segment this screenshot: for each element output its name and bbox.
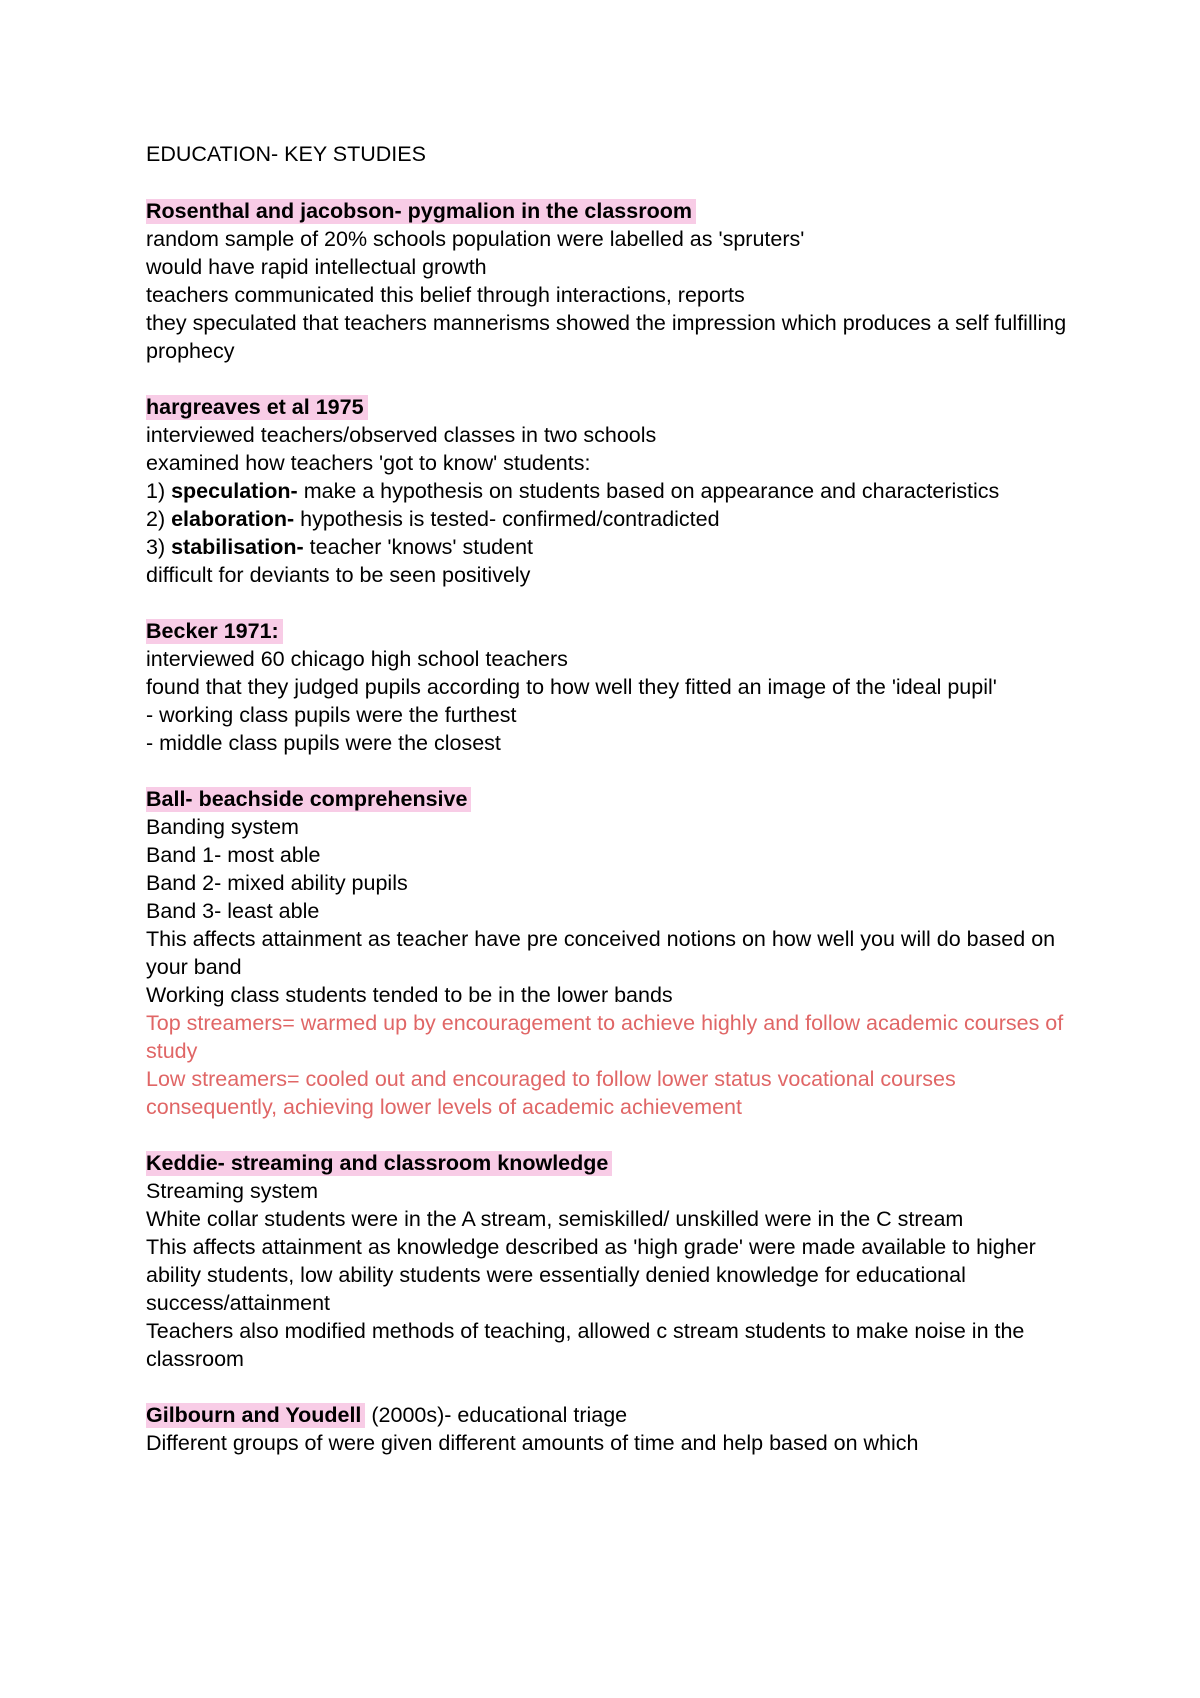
text-line: examined how teachers 'got to know' students: — [146, 451, 591, 475]
text-line: they speculated that teachers mannerisms showed the impression which produces a self fulfilling prophecy — [146, 311, 1067, 363]
section-heading: Becker 1971: — [146, 619, 283, 644]
step-text: make a hypothesis on students based on appearance and characteristics — [297, 479, 1000, 503]
step-number: 1) — [146, 479, 172, 503]
red-text-line: Low streamers= cooled out and encouraged to follow lower status vocational courses consequently, achieving lower levels of academic achievement — [146, 1067, 956, 1119]
text-line: difficult for deviants to be seen positively — [146, 563, 531, 587]
step-term: elaboration- — [171, 507, 295, 531]
text-line: random sample of 20% schools population were labelled as 'spruters' — [146, 227, 805, 251]
text-line: White collar students were in the A stream, semiskilled/ unskilled were in the C stream — [146, 1207, 964, 1231]
section-heading: Keddie- streaming and classroom knowledge — [146, 1151, 612, 1176]
text-line: Band 1- most able — [146, 843, 321, 867]
section-heading: Ball- beachside comprehensive — [146, 787, 471, 812]
text-line: Teachers also modified methods of teaching, allowed c stream students to make noise in the classroom — [146, 1319, 1025, 1371]
text-line: Banding system — [146, 815, 299, 839]
document-page — [146, 140, 1086, 1485]
section-rosenthal — [146, 197, 1086, 365]
section-becker — [146, 617, 1086, 757]
section-heading-suffix: (2000s)- educational triage — [365, 1403, 628, 1427]
document-title: EDUCATION- KEY STUDIES — [146, 142, 426, 166]
text-line: teachers communicated this belief through interactions, reports — [146, 283, 745, 307]
text-line: - working class pupils were the furthest — [146, 703, 517, 727]
step-term: stabilisation- — [171, 535, 304, 559]
text-line: would have rapid intellectual growth — [146, 255, 487, 279]
step-term: speculation- — [171, 479, 298, 503]
text-line: Streaming system — [146, 1179, 319, 1203]
step-number: 2) — [146, 507, 172, 531]
red-text-line: Top streamers= warmed up by encouragement to achieve highly and follow academic courses of study — [146, 1011, 1064, 1063]
text-line: This affects attainment as knowledge described as 'high grade' were made available to higher ability students, low ability students were essentially denied knowledge for educational success/attainment — [146, 1235, 1036, 1315]
text-line: - middle class pupils were the closest — [146, 731, 501, 755]
section-heading: Gilbourn and Youdell — [146, 1403, 365, 1428]
section-keddie — [146, 1149, 1086, 1373]
step-text: teacher 'knows' student — [303, 535, 534, 559]
step-text: hypothesis is tested- confirmed/contradicted — [294, 507, 720, 531]
section-heading: hargreaves et al 1975 — [146, 395, 368, 420]
step-item — [146, 477, 1086, 505]
text-line: found that they judged pupils according to how well they fitted an image of the 'ideal pupil' — [146, 675, 997, 699]
text-line: interviewed 60 chicago high school teachers — [146, 647, 568, 671]
section-gilbourn — [146, 1401, 1086, 1457]
text-line: Band 2- mixed ability pupils — [146, 871, 408, 895]
step-item — [146, 505, 1086, 533]
step-number: 3) — [146, 535, 172, 559]
step-item — [146, 533, 1086, 561]
section-hargreaves — [146, 393, 1086, 589]
text-line: Band 3- least able — [146, 899, 320, 923]
text-line: Working class students tended to be in the lower bands — [146, 983, 673, 1007]
text-line: Different groups of were given different amounts of time and help based on which — [146, 1431, 919, 1455]
section-heading: Rosenthal and jacobson- pygmalion in the classroom — [146, 199, 696, 224]
text-line: interviewed teachers/observed classes in two schools — [146, 423, 657, 447]
section-ball — [146, 785, 1086, 1121]
text-line: This affects attainment as teacher have pre conceived notions on how well you will do based on your band — [146, 927, 1056, 979]
